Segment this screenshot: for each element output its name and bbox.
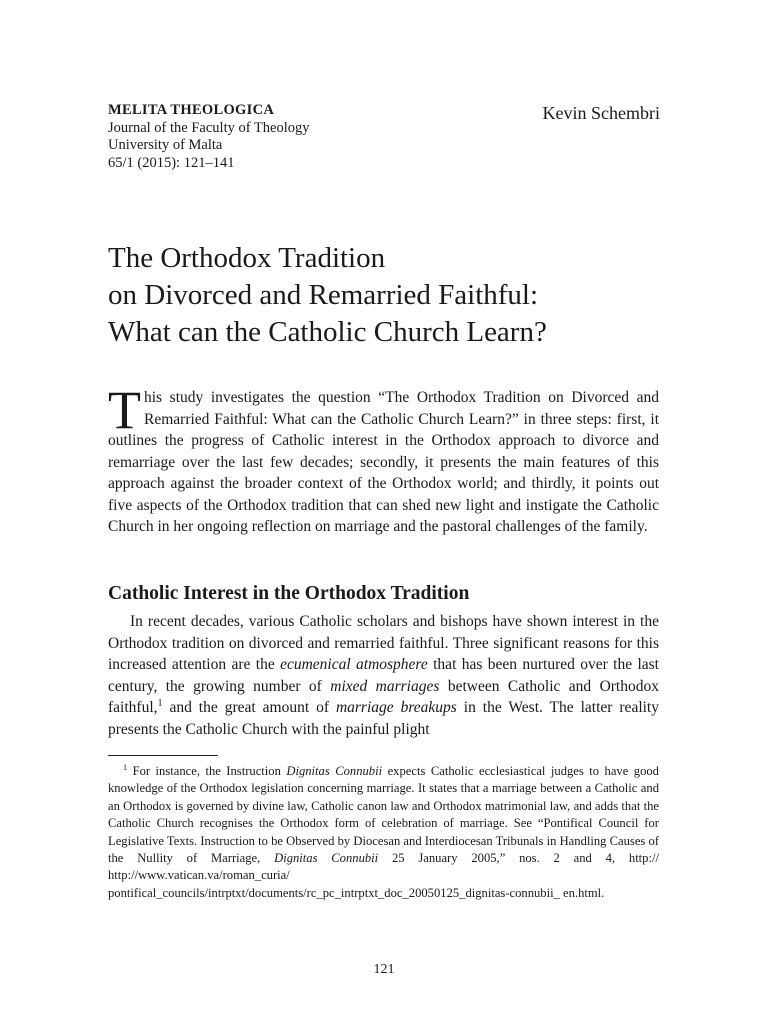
footnote-text-run: For instance, the Instruction xyxy=(127,764,287,778)
paper-title xyxy=(108,240,668,351)
body-emphasis: marriage breakups xyxy=(335,699,457,716)
body-paragraph xyxy=(108,611,659,740)
footnote-number: 1 xyxy=(123,762,128,772)
body-emphasis: ecumenical atmosphere xyxy=(280,656,428,673)
section-heading: Catholic Interest in the Orthodox Tradition xyxy=(108,583,470,604)
body-emphasis: mixed marriages xyxy=(330,677,440,695)
footnote xyxy=(108,763,659,902)
footnote-emphasis: Dignitas Connubii xyxy=(274,851,379,866)
journal-name: MELITA THEOLOGICA xyxy=(108,102,275,118)
body-text-run: in the West. The latter reality presents the Catholic Church with the painful plight xyxy=(108,699,659,738)
footnote-emphasis: Dignitas Connubii xyxy=(286,764,383,778)
journal-university: University of Malta xyxy=(108,137,223,153)
journal-issue: 65/1 (2015): 121–141 xyxy=(108,154,235,171)
author-name: Kevin Schembri xyxy=(542,103,660,123)
body-text-run: that has been nurtured over the last century, the growing number of xyxy=(108,656,659,695)
journal-description: Journal of the Faculty of Theology xyxy=(108,119,310,136)
drop-cap: T xyxy=(108,380,141,440)
body-text-run: between Catholic and Orthodox faithful, xyxy=(108,677,659,716)
footnote-reference[interactable]: 1 xyxy=(157,697,163,709)
title-line: The Orthodox Tradition xyxy=(108,242,386,274)
title-line: on Divorced and Remarried Faithful: xyxy=(108,279,539,311)
page-number: 121 xyxy=(373,962,395,977)
footnote-text-run: expects Catholic ecclesiastical judges to have good knowledge of the Orthodox legislation concerning marriage. It states that a marriage between a Catholic and an Orthodox is governed by divine law, Catholic canon law and Orthodox matrimonial law, and adds that the Catholic Church recognises the Orthodox form of celebration of marriage. See “Pontifical Council for Legislative Texts. Instruction to be Observed by Diocesan and Interdiocesan Tribunals in Handling Causes of the Nullity of Marriage, xyxy=(108,764,659,866)
abstract-text: his study investigates the question “The Orthodox Tradition on Divorced and Remarried Faithful: What can the Catholic Church Learn?” in three steps: first, it outlines the progress of Catholic interest in the Orthodox approach to divorce and remarriage over the last few decades; secondly, it presents the main features of this approach against the broader context of the Orthodox world; and thirdly, it points out five aspects of the Orthodox tradition that can shed new light and instigate the Catholic Church in her ongoing reflection on marriage and the pastoral challenges of the family. xyxy=(108,389,659,535)
title-line: What can the Catholic Church Learn? xyxy=(108,316,547,348)
footnote-text-run: 25 January 2005,” nos. 2 and 4, http:// http://www.vatican.va/roman_curia/ pontifical_councils/intrptxt/documents/rc_pc_intrptxt_doc_20050125_dignitas-connubii_ en.html. xyxy=(108,851,659,900)
journal-info xyxy=(108,102,310,172)
abstract xyxy=(108,380,659,538)
footnote-divider xyxy=(108,755,218,756)
body-text-run: In recent decades, various Catholic scholars and bishops have shown interest in the Orthodox tradition on divorced and remarried faithful. Three significant reasons for this increased attention are the xyxy=(108,613,659,673)
body-text-run: and the great amount of xyxy=(162,699,336,716)
